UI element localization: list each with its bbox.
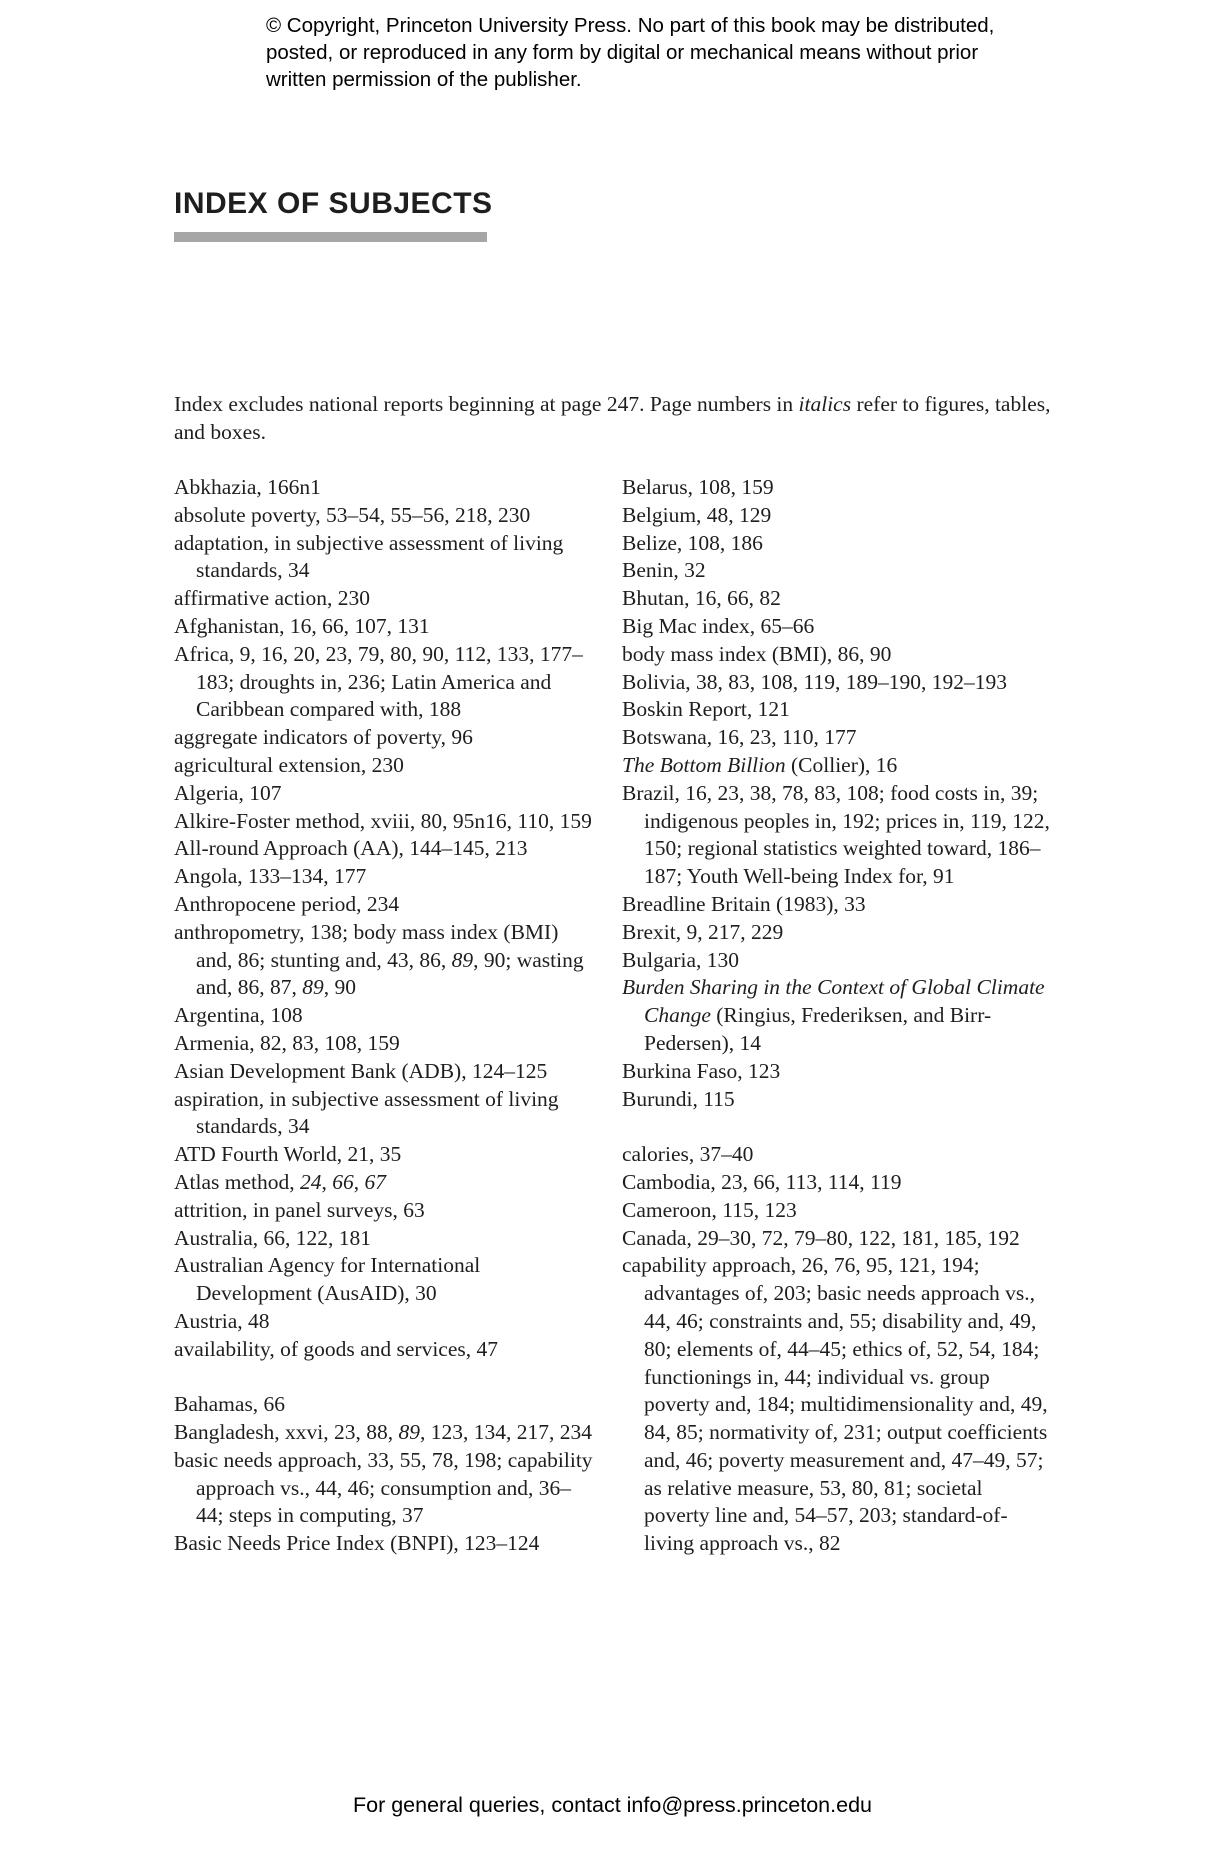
index-entry [174,1336,594,1364]
index-entry [174,780,594,808]
text-run: body mass index (BMI), 86, 90 [622,641,892,666]
index-entry [174,1197,594,1225]
index-intro-note [174,390,1054,446]
italic-text: 67 [364,1169,386,1194]
index-entry [622,613,1052,641]
text-run: calories, 37–40 [622,1142,754,1167]
italic-text: Burden Sharing in the Context of Global Climate Change [622,975,1045,1028]
copyright-notice: © Copyright, Princeton University Press. No part of this book may be distributed, posted, or reproduced in any form by digital or mechanical means without prior written permission of the publisher. [266,14,995,91]
text-run: basic needs approach, 33, 55, 78, 198; capability approach vs., 44, 46; consumption and, 36–44; steps in computing, 37 [174,1447,593,1528]
text-run: Africa, 9, 16, 20, 23, 79, 80, 90, 112, 133, 177–183; droughts in, 236; Latin America and Caribbean compared with, 188 [174,641,583,722]
text-run: Australia, 66, 122, 181 [174,1225,372,1250]
index-entry [622,641,1052,669]
text-run: Canada, 29–30, 72, 79–80, 122, 181, 185, 192 [622,1225,1020,1250]
index-entry [622,669,1052,697]
text-run: attrition, in panel surveys, 63 [174,1197,425,1222]
text-run: (Ringius, Frederiksen, and Birr-Pedersen), 14 [644,1003,992,1055]
text-run: Bulgaria, 130 [622,947,740,972]
text-run: capability approach, 26, 76, 95, 121, 194; advantages of, 203; basic needs approach vs., 44, 46; constraints and, 55; disability and, 49, 80; elements of, 44–45; ethics of, 52, 54, 184; functionings in, 44; individual vs. group poverty and, 184; multidimensionality and, 49, 84, 85; normativity of, 231; output coefficients and, 46; poverty measurement and, 47–49, 57; as relative measure, 53, 80, 81; societal poverty line and, 54–57, 203; standard-of-living approach vs., 82 [622,1253,1048,1556]
index-entry [174,1308,594,1336]
page-title: INDEX OF SUBJECTS [174,187,493,220]
index-entry [622,752,1052,780]
text-run: Asian Development Bank (ADB), 124–125 [174,1058,548,1083]
index-entry [174,835,594,863]
text-run: Brazil, 16, 23, 38, 78, 83, 108; food costs in, 39; indigenous peoples in, 192; prices in, 119, 122, 150; regional statistics weighted toward, 186–187; Youth Well-being Index for, 91 [622,780,1050,889]
text-run: availability, of goods and services, 47 [174,1336,499,1361]
text-run: Burundi, 115 [622,1086,735,1111]
text-run: Bahamas, 66 [174,1392,286,1417]
index-entry [174,1252,594,1308]
index-entry [174,1419,594,1447]
text-run: Cameroon, 115, 123 [622,1197,797,1222]
italic-text: 66 [332,1169,354,1194]
text-run: refer to figures, tables, and boxes. [174,392,1051,444]
text-run: (Collier), 16 [785,752,898,777]
index-entry [174,530,594,586]
index-entry [174,1225,594,1253]
text-run: affirmative action, 230 [174,586,371,611]
index-entry [174,613,594,641]
index-entry [622,502,1052,530]
text-run: Atlas method, [174,1169,300,1194]
italic-text: 89 [302,975,324,1000]
italic-text: italics [798,392,852,416]
index-column-right [622,474,1052,1558]
italic-text: 24 [300,1169,322,1194]
index-entry [174,752,594,780]
index-entry [622,891,1052,919]
index-entry [622,530,1052,558]
text-run: Alkire-Foster method, xviii, 80, 95n16, 110, 159 [174,808,592,833]
index-entry [174,1169,594,1197]
index-entry [622,724,1052,752]
text-run: Austria, 48 [174,1308,270,1333]
text-run: aggregate indicators of poverty, 96 [174,725,473,750]
text-run: , [321,1169,333,1194]
text-run: Burkina Faso, 123 [622,1058,781,1083]
text-run: Argentina, 108 [174,1003,303,1028]
text-run: Afghanistan, 16, 66, 107, 131 [174,613,430,638]
index-entry [174,641,594,724]
index-entry [174,1530,594,1558]
index-entry [622,1169,1052,1197]
title-underline [174,232,487,242]
text-run: Boskin Report, 121 [622,697,790,722]
index-entry [174,863,594,891]
index-entry [174,1058,594,1086]
text-run: Index excludes national reports beginning at page 247. Page numbers in [174,392,799,416]
text-run: aspiration, in subjective assessment of living standards, 34 [174,1086,559,1139]
index-entry [174,585,594,613]
index-entry [174,474,594,502]
index-entry [174,891,594,919]
text-run: anthropometry, 138; body mass index (BMI) and, 86; stunting and, 43, 86, [174,919,559,972]
index-entry [622,1141,1052,1169]
footer-contact: For general queries, contact info@press.princeton.edu [352,1793,872,1817]
index-entry [174,502,594,530]
index-entry [622,585,1052,613]
index-entry [622,1058,1052,1086]
text-run: Benin, 32 [622,558,706,583]
index-entry [174,919,594,1002]
text-run: Belgium, 48, 129 [622,502,772,527]
text-run: All-round Approach (AA), 144–145, 213 [174,836,528,861]
index-entry [174,1447,594,1530]
text-run: adaptation, in subjective assessment of living standards, 34 [174,530,564,583]
text-run: , 90 [323,975,357,1000]
index-entry [622,1225,1052,1253]
text-run: Breadline Britain (1983), 33 [622,891,866,916]
text-run: absolute poverty, 53–54, 55–56, 218, 230 [174,502,531,527]
text-run: Anthropocene period, 234 [174,891,400,916]
index-entry [174,1086,594,1142]
text-run: Cambodia, 23, 66, 113, 114, 119 [622,1169,902,1194]
index-entry [174,1002,594,1030]
index-entry [622,474,1052,502]
text-run: Armenia, 82, 83, 108, 159 [174,1030,400,1055]
text-run: Bolivia, 38, 83, 108, 119, 189–190, 192–193 [622,669,1008,694]
text-run: Belarus, 108, 159 [622,475,774,499]
text-run: , 90; wasting and, 86, 87, [196,947,584,1000]
index-entry [174,1141,594,1169]
text-run: Big Mac index, 65–66 [622,613,815,638]
text-run: Brexit, 9, 217, 229 [622,919,784,944]
italic-text: 89 [451,947,474,972]
index-entry [622,919,1052,947]
italic-text: The Bottom Billion [622,752,786,777]
text-run: Algeria, 107 [174,780,282,805]
index-entry [622,780,1052,891]
text-run: , 123, 134, 217, 234 [420,1420,593,1445]
index-entry [174,1391,594,1419]
text-run: Bhutan, 16, 66, 82 [622,586,781,611]
text-run: Belize, 108, 186 [622,530,763,555]
text-run: Bangladesh, xxvi, 23, 88, [174,1420,399,1445]
text-run: Basic Needs Price Index (BNPI), 123–124 [174,1531,540,1556]
text-run: ATD Fourth World, 21, 35 [174,1142,402,1167]
text-run: Angola, 133–134, 177 [174,864,367,889]
index-entry [622,696,1052,724]
index-entry [622,1252,1052,1558]
text-run: , [353,1169,365,1194]
index-column-left [174,474,594,1558]
text-run: Abkhazia, 166n1 [174,475,321,499]
index-entry [622,974,1052,1057]
index-entry [622,1086,1052,1114]
text-run: Australian Agency for International Development (AusAID), 30 [174,1253,481,1306]
text-run: agricultural extension, 230 [174,752,404,777]
index-entry [622,947,1052,975]
index-entry [174,724,594,752]
index-entry [622,1197,1052,1225]
index-entry [622,557,1052,585]
italic-text: 89 [398,1420,421,1445]
text-run: Botswana, 16, 23, 110, 177 [622,725,857,750]
index-entry [174,808,594,836]
index-entry [174,1030,594,1058]
